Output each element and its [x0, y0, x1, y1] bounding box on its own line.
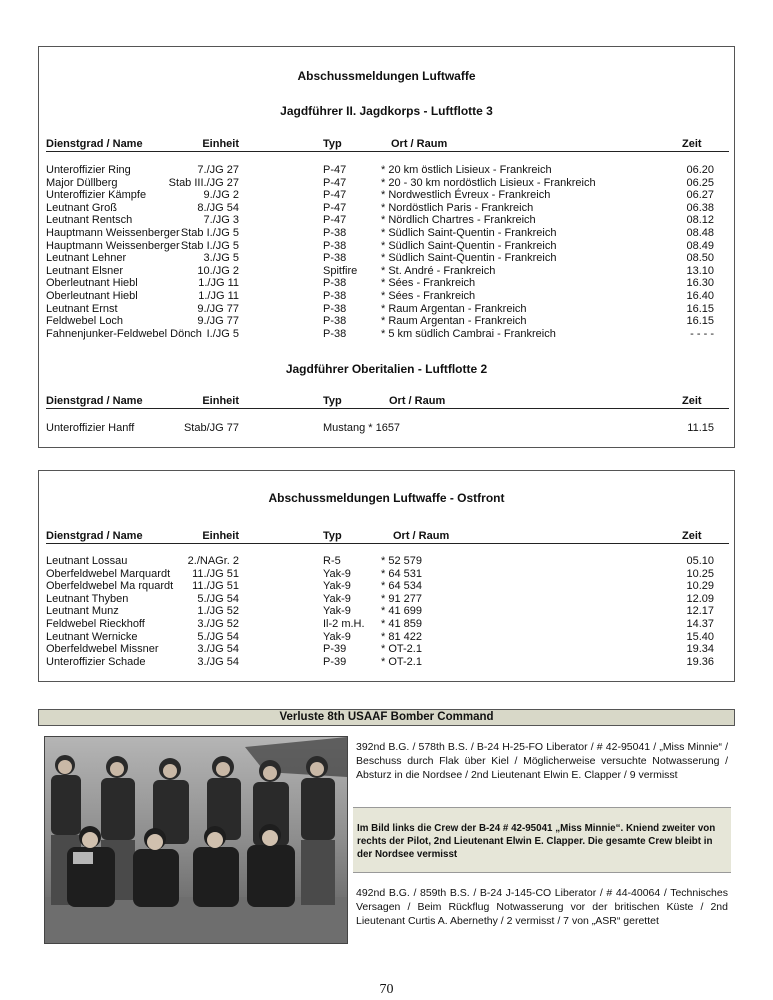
row-name: Feldwebel Loch: [46, 315, 124, 328]
table-row: [46, 555, 729, 568]
row-zeit: 16.15: [686, 315, 714, 328]
west-table2-header: [46, 395, 729, 409]
row-name: Oberleutnant Hiebl: [46, 289, 138, 302]
row-unit: Stab I./JG 5: [180, 226, 239, 239]
row-ort: * 5 km südlich Cambrai - Frankreich: [381, 327, 556, 340]
row-name: Leutnant Elsner: [46, 264, 124, 277]
row-unit: 1./JG 52: [197, 605, 239, 618]
row-zeit: 05.10: [686, 555, 714, 567]
row-typ: Mustang * 1657: [323, 422, 401, 434]
header-typ: Typ: [323, 138, 342, 150]
row-ort: * St. André - Frankreich: [381, 264, 496, 277]
row-zeit: 16.30: [686, 277, 714, 290]
crew-photo: [44, 736, 348, 944]
row-zeit: 13.10: [686, 264, 714, 277]
row-typ: P-38: [323, 252, 347, 265]
row-ort: * 20 km östlich Lisieux - Frankreich: [381, 164, 552, 176]
row-typ: P-38: [323, 239, 347, 252]
row-unit: 9./JG 2: [203, 189, 239, 202]
ost-title: Abschussmeldungen Luftwaffe - Ostfront: [268, 491, 505, 505]
row-unit: 7./JG 27: [197, 164, 239, 176]
row-typ: P-38: [323, 302, 347, 315]
row-typ: P-47: [323, 164, 347, 176]
row-unit: 2./NAGr. 2: [187, 555, 239, 567]
row-typ: Spitfire: [323, 264, 358, 277]
row-unit: 5./JG 54: [197, 630, 239, 643]
header-name: Dienstgrad / Name: [46, 530, 143, 542]
header-zeit: Zeit: [682, 530, 702, 542]
row-name: Hauptmann Weissenberger: [46, 239, 180, 252]
row-unit: 9./JG 77: [197, 315, 239, 328]
row-name: Oberfeldwebel Marquardt: [46, 567, 171, 580]
row-zeit: 16.40: [686, 289, 714, 302]
row-zeit: 08.12: [686, 214, 714, 227]
row-name: Unteroffizier Ring: [46, 164, 131, 176]
row-unit: 1./JG 11: [198, 289, 239, 302]
row-unit: 3./JG 5: [203, 252, 239, 265]
header-name: Dienstgrad / Name: [46, 395, 143, 407]
row-unit: 7./JG 3: [203, 214, 239, 227]
row-zeit: 12.17: [686, 605, 714, 618]
table-row: [46, 568, 729, 581]
row-typ: P-47: [323, 189, 347, 202]
table-row: [46, 618, 729, 631]
table-row: [46, 643, 729, 656]
row-name: Leutnant Wernicke: [46, 630, 138, 643]
row-unit: 9./JG 77: [197, 302, 239, 315]
row-ort: * Sées - Frankreich: [381, 289, 476, 302]
row-name: Leutnant Lehner: [46, 252, 127, 265]
row-name: Leutnant Munz: [46, 605, 119, 618]
row-ort: * Südlich Saint-Quentin - Frankreich: [381, 239, 557, 252]
row-name: Unteroffizier Schade: [46, 655, 146, 668]
row-typ: Yak-9: [323, 580, 351, 593]
photo-caption: Im Bild links die Crew der B-24 # 42-95041 „Miss Minnie“. Kniend zweiter von rechts der Pilot, 2nd Lieutenant Elwin E. Clapper. Die gesamte Crew bleibt in der Nordsee vermisst: [357, 823, 716, 860]
row-ort: * Sées - Frankreich: [381, 277, 476, 290]
row-unit: 3./JG 54: [197, 643, 239, 656]
table-row: [46, 303, 729, 316]
row-typ: Il-2 m.H.: [323, 617, 365, 630]
table-row: [46, 315, 729, 328]
row-ort: * Raum Argentan - Frankreich: [381, 302, 527, 315]
row-unit: 1./JG 11: [198, 277, 239, 290]
table-row: [46, 631, 729, 644]
table-row: [46, 328, 729, 341]
ost-report-box: [38, 470, 735, 682]
row-unit: Stab III./JG 27: [168, 176, 239, 189]
row-typ: Yak-9: [323, 630, 351, 643]
row-typ: Yak-9: [323, 567, 351, 580]
page-number: 70: [379, 982, 394, 997]
table-row: [46, 656, 729, 669]
west-table-header: [46, 138, 729, 152]
header-unit: Einheit: [202, 530, 239, 542]
row-name: Fahnenjunker-Feldwebel Dönch: [46, 327, 202, 340]
table-row: [46, 265, 729, 278]
row-name: Oberleutnant Hiebl: [46, 277, 138, 290]
header-name: Dienstgrad / Name: [46, 138, 143, 150]
header-typ: Typ: [323, 530, 342, 542]
west-table2-body: [46, 422, 729, 435]
row-ort: * 41 699: [381, 605, 422, 618]
row-ort: * Südlich Saint-Quentin - Frankreich: [381, 226, 557, 239]
row-typ: Yak-9: [323, 605, 351, 618]
table-row: [46, 593, 729, 606]
row-name: Oberfeldwebel Ma rquardt: [46, 580, 174, 593]
row-typ: P-38: [323, 315, 347, 328]
header-unit: Einheit: [202, 138, 239, 150]
row-unit: 11./JG 51: [192, 567, 239, 580]
header-ort: Ort / Raum: [391, 138, 448, 150]
row-zeit: 11.15: [687, 422, 714, 434]
row-unit: Stab I./JG 5: [180, 239, 239, 252]
row-name: Leutnant Thyben: [46, 592, 129, 605]
losses-title-bar: Verluste 8th USAAF Bomber Command: [38, 709, 735, 726]
row-zeit: - - - -: [690, 327, 714, 340]
row-typ: R-5: [323, 555, 341, 567]
table-row: [46, 605, 729, 618]
row-zeit: 12.09: [686, 592, 714, 605]
row-name: Hauptmann Weissenberger: [46, 226, 180, 239]
row-zeit: 15.40: [686, 630, 714, 643]
row-zeit: 08.48: [686, 226, 714, 239]
row-name: Unteroffizier Hanff: [46, 422, 135, 434]
row-typ: P-47: [323, 214, 347, 227]
west-title: Abschussmeldungen Luftwaffe: [297, 69, 476, 83]
header-ort: Ort / Raum: [389, 395, 446, 407]
row-name: Leutnant Ernst: [46, 302, 118, 315]
row-ort: * OT-2.1: [381, 655, 422, 668]
row-zeit: 08.50: [686, 252, 714, 265]
loss-entry-1: 392nd B.G. / 578th B.S. / B-24 H-25-FO Liberator / # 42-95041 / „Miss Minnie“ / Beschuss durch Flak über Kiel / Möglicherweise versuchte Notwasserung / Absturz in die Nordsee / 2nd Lieutenant Elwin E. Clapper / 9 vermisst: [356, 741, 728, 781]
row-name: Oberfeldwebel Missner: [46, 643, 159, 656]
row-typ: P-47: [323, 201, 347, 214]
table-row: [46, 214, 729, 227]
table-row: [46, 227, 729, 240]
table-row: [46, 189, 729, 202]
row-zeit: 19.34: [686, 643, 714, 656]
west-subtitle-2: Jagdführer Oberitalien - Luftflotte 2: [285, 362, 488, 376]
ost-table-header: [46, 530, 729, 544]
row-ort: * OT-2.1: [381, 643, 422, 656]
row-unit: 11./JG 51: [192, 580, 239, 593]
header-ort: Ort / Raum: [393, 530, 450, 542]
table-row: [46, 422, 729, 435]
table-row: [46, 240, 729, 253]
row-zeit: 19.36: [686, 655, 714, 668]
row-zeit: 10.29: [686, 580, 714, 593]
row-typ: P-39: [323, 655, 347, 668]
table-row: [46, 252, 729, 265]
row-ort: * 81 422: [381, 630, 422, 643]
row-ort: * Nördlich Chartres - Frankreich: [381, 214, 536, 227]
row-typ: P-47: [323, 176, 347, 189]
row-name: Major Düllberg: [46, 176, 118, 189]
row-zeit: 06.27: [686, 189, 714, 202]
loss-entry-2: 492nd B.G. / 859th B.S. / B-24 J-145-CO Liberator / # 44-40064 / Technisches Versagen / Beim Rückflug Notwasserung vor der britischen Küste / 2nd Lieutenant Curtis A. Abernethy / 2 vermisst / 7 von „ASR“ gerettet: [356, 887, 728, 927]
row-name: Leutnant Lossau: [46, 555, 128, 567]
row-zeit: 06.25: [686, 176, 714, 189]
header-typ: Typ: [323, 395, 342, 407]
header-zeit: Zeit: [682, 138, 702, 150]
table-row: [46, 580, 729, 593]
row-typ: P-38: [323, 289, 347, 302]
row-unit: 8./JG 54: [197, 201, 239, 214]
west-report-box: [38, 46, 735, 448]
row-name: Leutnant Groß: [46, 201, 117, 214]
row-typ: Yak-9: [323, 592, 351, 605]
row-ort: * Raum Argentan - Frankreich: [381, 315, 527, 328]
table-row: [46, 177, 729, 190]
row-zeit: 10.25: [686, 567, 714, 580]
row-ort: * 64 534: [381, 580, 422, 593]
row-typ: P-38: [323, 226, 347, 239]
row-zeit: 06.20: [686, 164, 714, 176]
row-unit: I./JG 5: [206, 327, 239, 340]
row-unit: 3./JG 52: [197, 617, 239, 630]
row-typ: P-38: [323, 327, 347, 340]
row-typ: P-38: [323, 277, 347, 290]
table-row: [46, 202, 729, 215]
row-ort: * 64 531: [381, 567, 422, 580]
row-ort: * 20 - 30 km nordöstlich Lisieux - Frankreich: [381, 176, 596, 189]
table-row: [46, 277, 729, 290]
crew-photo-image: [45, 737, 347, 943]
row-name: Unteroffizier Kämpfe: [46, 189, 147, 202]
photo-caption-box: [353, 807, 731, 873]
row-ort: * 91 277: [381, 592, 422, 605]
row-ort: * 52 579: [381, 555, 422, 567]
row-unit: Stab/JG 77: [183, 422, 239, 434]
row-unit: 5./JG 54: [197, 592, 239, 605]
row-ort: * Südlich Saint-Quentin - Frankreich: [381, 252, 557, 265]
row-zeit: 06.38: [686, 201, 714, 214]
row-typ: P-39: [323, 643, 347, 656]
row-name: Leutnant Rentsch: [46, 214, 133, 227]
row-ort: * Nordwestlich Évreux - Frankreich: [381, 189, 551, 202]
row-zeit: 16.15: [686, 302, 714, 315]
row-ort: * Nordöstlich Paris - Frankreich: [381, 201, 534, 214]
header-zeit: Zeit: [682, 395, 702, 407]
table-row: [46, 290, 729, 303]
row-zeit: 08.49: [686, 239, 714, 252]
row-unit: 10./JG 2: [197, 264, 239, 277]
row-unit: 3./JG 54: [197, 655, 239, 668]
row-ort: * 41 859: [381, 617, 422, 630]
row-name: Feldwebel Rieckhoff: [46, 617, 145, 630]
west-subtitle: Jagdführer II. Jagdkorps - Luftflotte 3: [280, 104, 493, 118]
header-unit: Einheit: [202, 395, 239, 407]
row-zeit: 14.37: [686, 617, 714, 630]
west-table-body: [46, 164, 729, 340]
table-row: [46, 164, 729, 177]
ost-table-body: [46, 555, 729, 668]
